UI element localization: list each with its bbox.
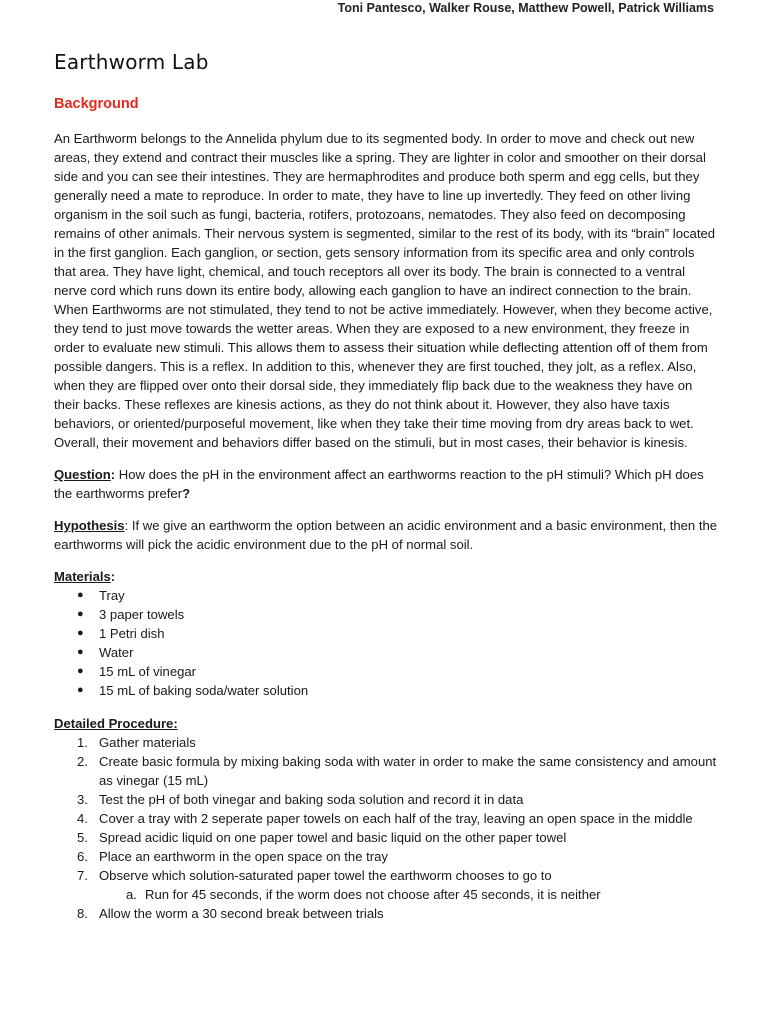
list-item — [54, 790, 718, 809]
material-text: Tray — [99, 588, 125, 603]
procedure-list-continued — [54, 904, 718, 923]
materials-colon: : — [110, 569, 116, 584]
procedure-heading — [54, 714, 718, 733]
question-section — [54, 465, 718, 503]
hypothesis-text: : If we give an earthworm the option between an acidic environment and a basic environment, then the earthworms will pick the acidic environment due to the pH of normal soil. — [54, 518, 718, 552]
bullet-icon: ● — [77, 684, 84, 696]
bullet-icon: ● — [77, 646, 84, 658]
procedure-label: Detailed Procedure: — [54, 716, 178, 731]
list-item — [54, 662, 718, 681]
material-text: 15 mL of baking soda/water solution — [99, 683, 309, 698]
bullet-icon: ● — [77, 665, 84, 677]
materials-heading — [54, 567, 718, 586]
bullet-icon: ● — [77, 589, 84, 601]
list-item — [54, 847, 718, 866]
list-item — [54, 828, 718, 847]
bullet-icon: ● — [77, 627, 84, 639]
list-item — [54, 681, 718, 700]
list-item — [54, 752, 718, 790]
background-heading: Background — [54, 96, 139, 112]
substep-text: Run for 45 seconds, if the worm does not choose after 45 seconds, it is neither — [145, 887, 601, 902]
step-number: 3. — [77, 792, 88, 807]
list-item — [54, 733, 718, 752]
step-text: Gather materials — [99, 735, 196, 750]
document-body — [54, 129, 718, 923]
materials-list — [54, 586, 718, 700]
step-text: Observe which solution-saturated paper towel the earthworm chooses to go to — [99, 868, 552, 883]
material-text: 1 Petri dish — [99, 626, 165, 641]
question-end: ? — [182, 486, 191, 501]
hypothesis-label: Hypothesis — [54, 518, 125, 533]
list-item — [54, 605, 718, 624]
step-text: Create basic formula by mixing baking soda with water in order to make the same consistency and amount as vinegar (15 mL) — [99, 754, 717, 788]
step-number: 2. — [77, 754, 88, 769]
procedure-sublist — [54, 885, 718, 904]
materials-section — [54, 567, 718, 700]
materials-label: Materials — [54, 569, 111, 584]
step-number: 1. — [77, 735, 88, 750]
step-text: Allow the worm a 30 second break between trials — [99, 906, 384, 921]
procedure-section — [54, 714, 718, 923]
page-title: Earthworm Lab — [54, 50, 209, 74]
list-item — [54, 809, 718, 828]
step-number: 6. — [77, 849, 88, 864]
question-colon: : — [110, 467, 116, 482]
procedure-list — [54, 733, 718, 885]
step-number: 4. — [77, 811, 88, 826]
step-number: 5. — [77, 830, 88, 845]
step-number: 8. — [77, 906, 88, 921]
step-number: 7. — [77, 868, 88, 883]
author-names: Toni Pantesco, Walker Rouse, Matthew Powell, Patrick Williams — [337, 1, 714, 15]
list-item — [54, 866, 718, 885]
list-item — [54, 586, 718, 605]
material-text: Water — [99, 645, 134, 660]
bullet-icon: ● — [77, 608, 84, 620]
list-item — [54, 624, 718, 643]
list-item — [54, 885, 718, 904]
step-text: Place an earthworm in the open space on the tray — [99, 849, 388, 864]
substep-letter: a. — [126, 887, 137, 902]
step-text: Test the pH of both vinegar and baking soda solution and record it in data — [99, 792, 524, 807]
list-item — [54, 904, 718, 923]
background-paragraph: An Earthworm belongs to the Annelida phylum due to its segmented body. In order to move and check out new areas, they extend and contract their muscles like a spring. They are lighter in color and smoother on their dorsal side and you can see their intestines. They are hermaphrodites and produce both sperm and egg cells, but they generally need a mate to reproduce. In order to mate, they have to line up invertedly. They feed on other living organism in the soil such as fungi, bacteria, rotifers, protozoans, nematodes. They also feed on decomposing remains of other animals. Their nervous system is segmented, similar to the rest of its body, with its “brain” located in the first ganglion. Each ganglion, or section, gets sensory information from its specific area and only controls that area. They have light, chemical, and touch receptors all over its body. The brain is connected to a ventral nerve cord which runs down its entire body, allowing each ganglion to have an indirect connection to the brain. When Earthworms are not stimulated, they tend to not be active immediately. However, when they become active, they tend to just move towards the wetter areas. When they are exposed to a new environment, they freeze in order to evaluate new stimuli. This allows them to assess their situation while deflecting attention off of them from possible dangers. This is a reflex. In addition to this, whenever they are first touched, they jolt, as a reflex. Also, when they are flipped over onto their dorsal side, they immediately flip back due to the weakness they have on their backs. These reflexes are kinesis actions, as they do not think about it. However, they also have taxis behaviors, or oriented/purposeful movement, like when they take their time moving from dry areas back to wet. Overall, their movement and behaviors differ based on the stimuli, but in most cases, their behavior is kinesis. — [54, 131, 716, 450]
step-text: Cover a tray with 2 seperate paper towels on each half of the tray, leaving an open space in the middle — [99, 811, 693, 826]
material-text: 3 paper towels — [99, 607, 185, 622]
question-label: Question — [54, 467, 111, 482]
hypothesis-section — [54, 516, 718, 554]
question-text: How does the pH in the environment affect an earthworms reaction to the pH stimuli? Which pH does the earthworms prefer — [54, 467, 704, 501]
list-item — [54, 643, 718, 662]
material-text: 15 mL of vinegar — [99, 664, 197, 679]
step-text: Spread acidic liquid on one paper towel and basic liquid on the other paper towel — [99, 830, 567, 845]
